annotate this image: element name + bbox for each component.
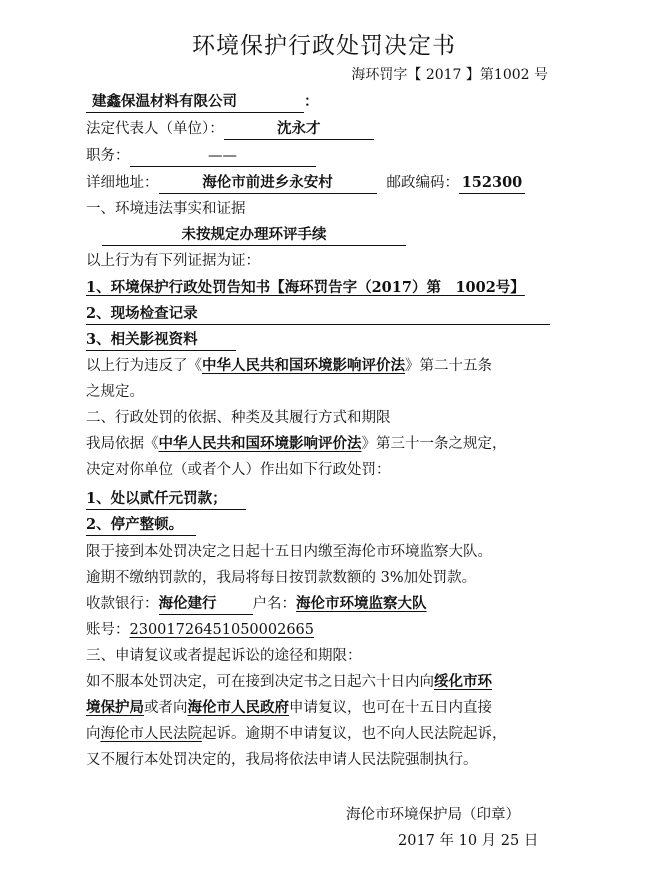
section2-title: 二、行政处罚的依据、种类及其履行方式和期限 [86,410,391,426]
account-name-label: 户名： [252,596,296,612]
position-label: 职务： [86,148,130,164]
appeal-court: 海伦市人民法院 [100,726,202,742]
issuer-seal-line: 海伦市环境保护局（印章） [346,807,520,823]
appeal-1-pre: 如不服本处罚决定，可在接到决定书之日起六十日内向 [86,674,434,690]
address-label: 详细地址： [86,175,159,191]
document-title: 环境保护行政处罚决定书 [192,33,456,59]
appeal-org-part1: 绥化市环 [434,673,492,690]
penalty-2-text: 2、停产整顿。 [86,515,196,536]
account-number-label: 账号： [86,622,130,638]
basis-post: 》第三十一条之规定， [361,436,507,452]
issue-date: 2017 年 10 月 25 日 [398,833,539,849]
evidence-item-3-text: 3、相关影视资料 [86,330,236,351]
penalty-item-2 [86,514,196,536]
evidence-item-1 [86,277,525,299]
bank-value: 海伦建行 [159,594,253,615]
bank-line [86,593,427,615]
violated-law: 中华人民共和国环境影响评价法 [202,357,405,374]
late-penalty: 逾期不缴纳罚款的，我局将每日按罚款数额的 3%加处罚款。 [86,570,477,586]
violation-fact-line [86,224,406,246]
violation-statement [86,355,492,377]
appeal-line-2 [86,697,492,719]
position-line [86,145,316,167]
legal-rep-line [86,118,374,140]
appeal-3-pre: 向 [86,726,101,742]
address-value: 海伦市前进乡永安村 [159,173,377,194]
position-value: —— [130,146,316,167]
basis-pre: 我局依据《 [86,436,159,452]
evidence-item-3 [86,329,236,351]
recipient-name: 建鑫保温材料有限公司 [86,92,304,113]
recipient-line [86,91,319,113]
legal-rep-label: 法定代表人（单位）： [86,121,224,137]
document-number: 海环罚字【 2017 】第1002 号 [351,67,548,83]
payment-deadline: 限于接到本处罚决定之日起十五日内缴至海伦市环境监察大队。 [86,544,492,560]
evidence-item-2 [86,303,550,325]
account-number-line [86,619,314,641]
evidence-item-2-text: 2、现场检查记录 [86,304,550,325]
appeal-3-post: 起诉。逾期不申请复议，也不向人民法院起诉， [202,726,507,742]
violation-pre: 以上行为违反了《 [86,358,202,374]
recipient-colon: ： [304,93,319,110]
violation-end: 之规定。 [86,384,144,400]
legal-rep-value: 沈永才 [224,119,374,140]
penalty-item-1 [86,488,246,510]
section1-title: 一、环境违法事实和证据 [86,201,246,217]
appeal-line-3 [86,723,507,745]
appeal-2-post: 申请复议，也可在十五日内直接 [289,700,492,716]
appeal-line-1 [86,671,492,693]
bank-label: 收款银行： [86,596,159,612]
postcode-value: 152300 [459,173,525,194]
violation-post: 》第二十五条 [405,358,492,374]
basis-law: 中华人民共和国环境影响评价法 [158,435,362,452]
appeal-government: 海伦市人民政府 [187,699,289,716]
evidence-item-1-text: 1、环境保护行政处罚告知书【海环罚告字（2017）第 1002号】 [86,279,525,296]
appeal-org-part2: 境保护局 [86,699,144,716]
penalty-1-text: 1、处以贰仟元罚款； [86,489,246,510]
evidence-intro: 以上行为有下列证据为证： [86,253,260,269]
account-name-value: 海伦市环境监察大队 [296,595,427,612]
appeal-2-mid: 或者向 [144,700,188,716]
postcode-label: 邮政编码： [386,175,459,191]
appeal-line-4: 又不履行本处罚决定的，我局将依法申请人民法院强制执行。 [86,752,478,768]
section3-title: 三、申请复议或者提起诉讼的途径和期限： [86,648,362,664]
decision-intro: 决定对你单位（或者个人）作出如下行政处罚： [86,462,391,478]
violation-fact: 未按规定办理环评手续 [102,225,406,246]
account-number-value: 23001726451050002665 [129,622,315,638]
legal-basis-line [86,433,507,455]
address-line [86,172,525,194]
